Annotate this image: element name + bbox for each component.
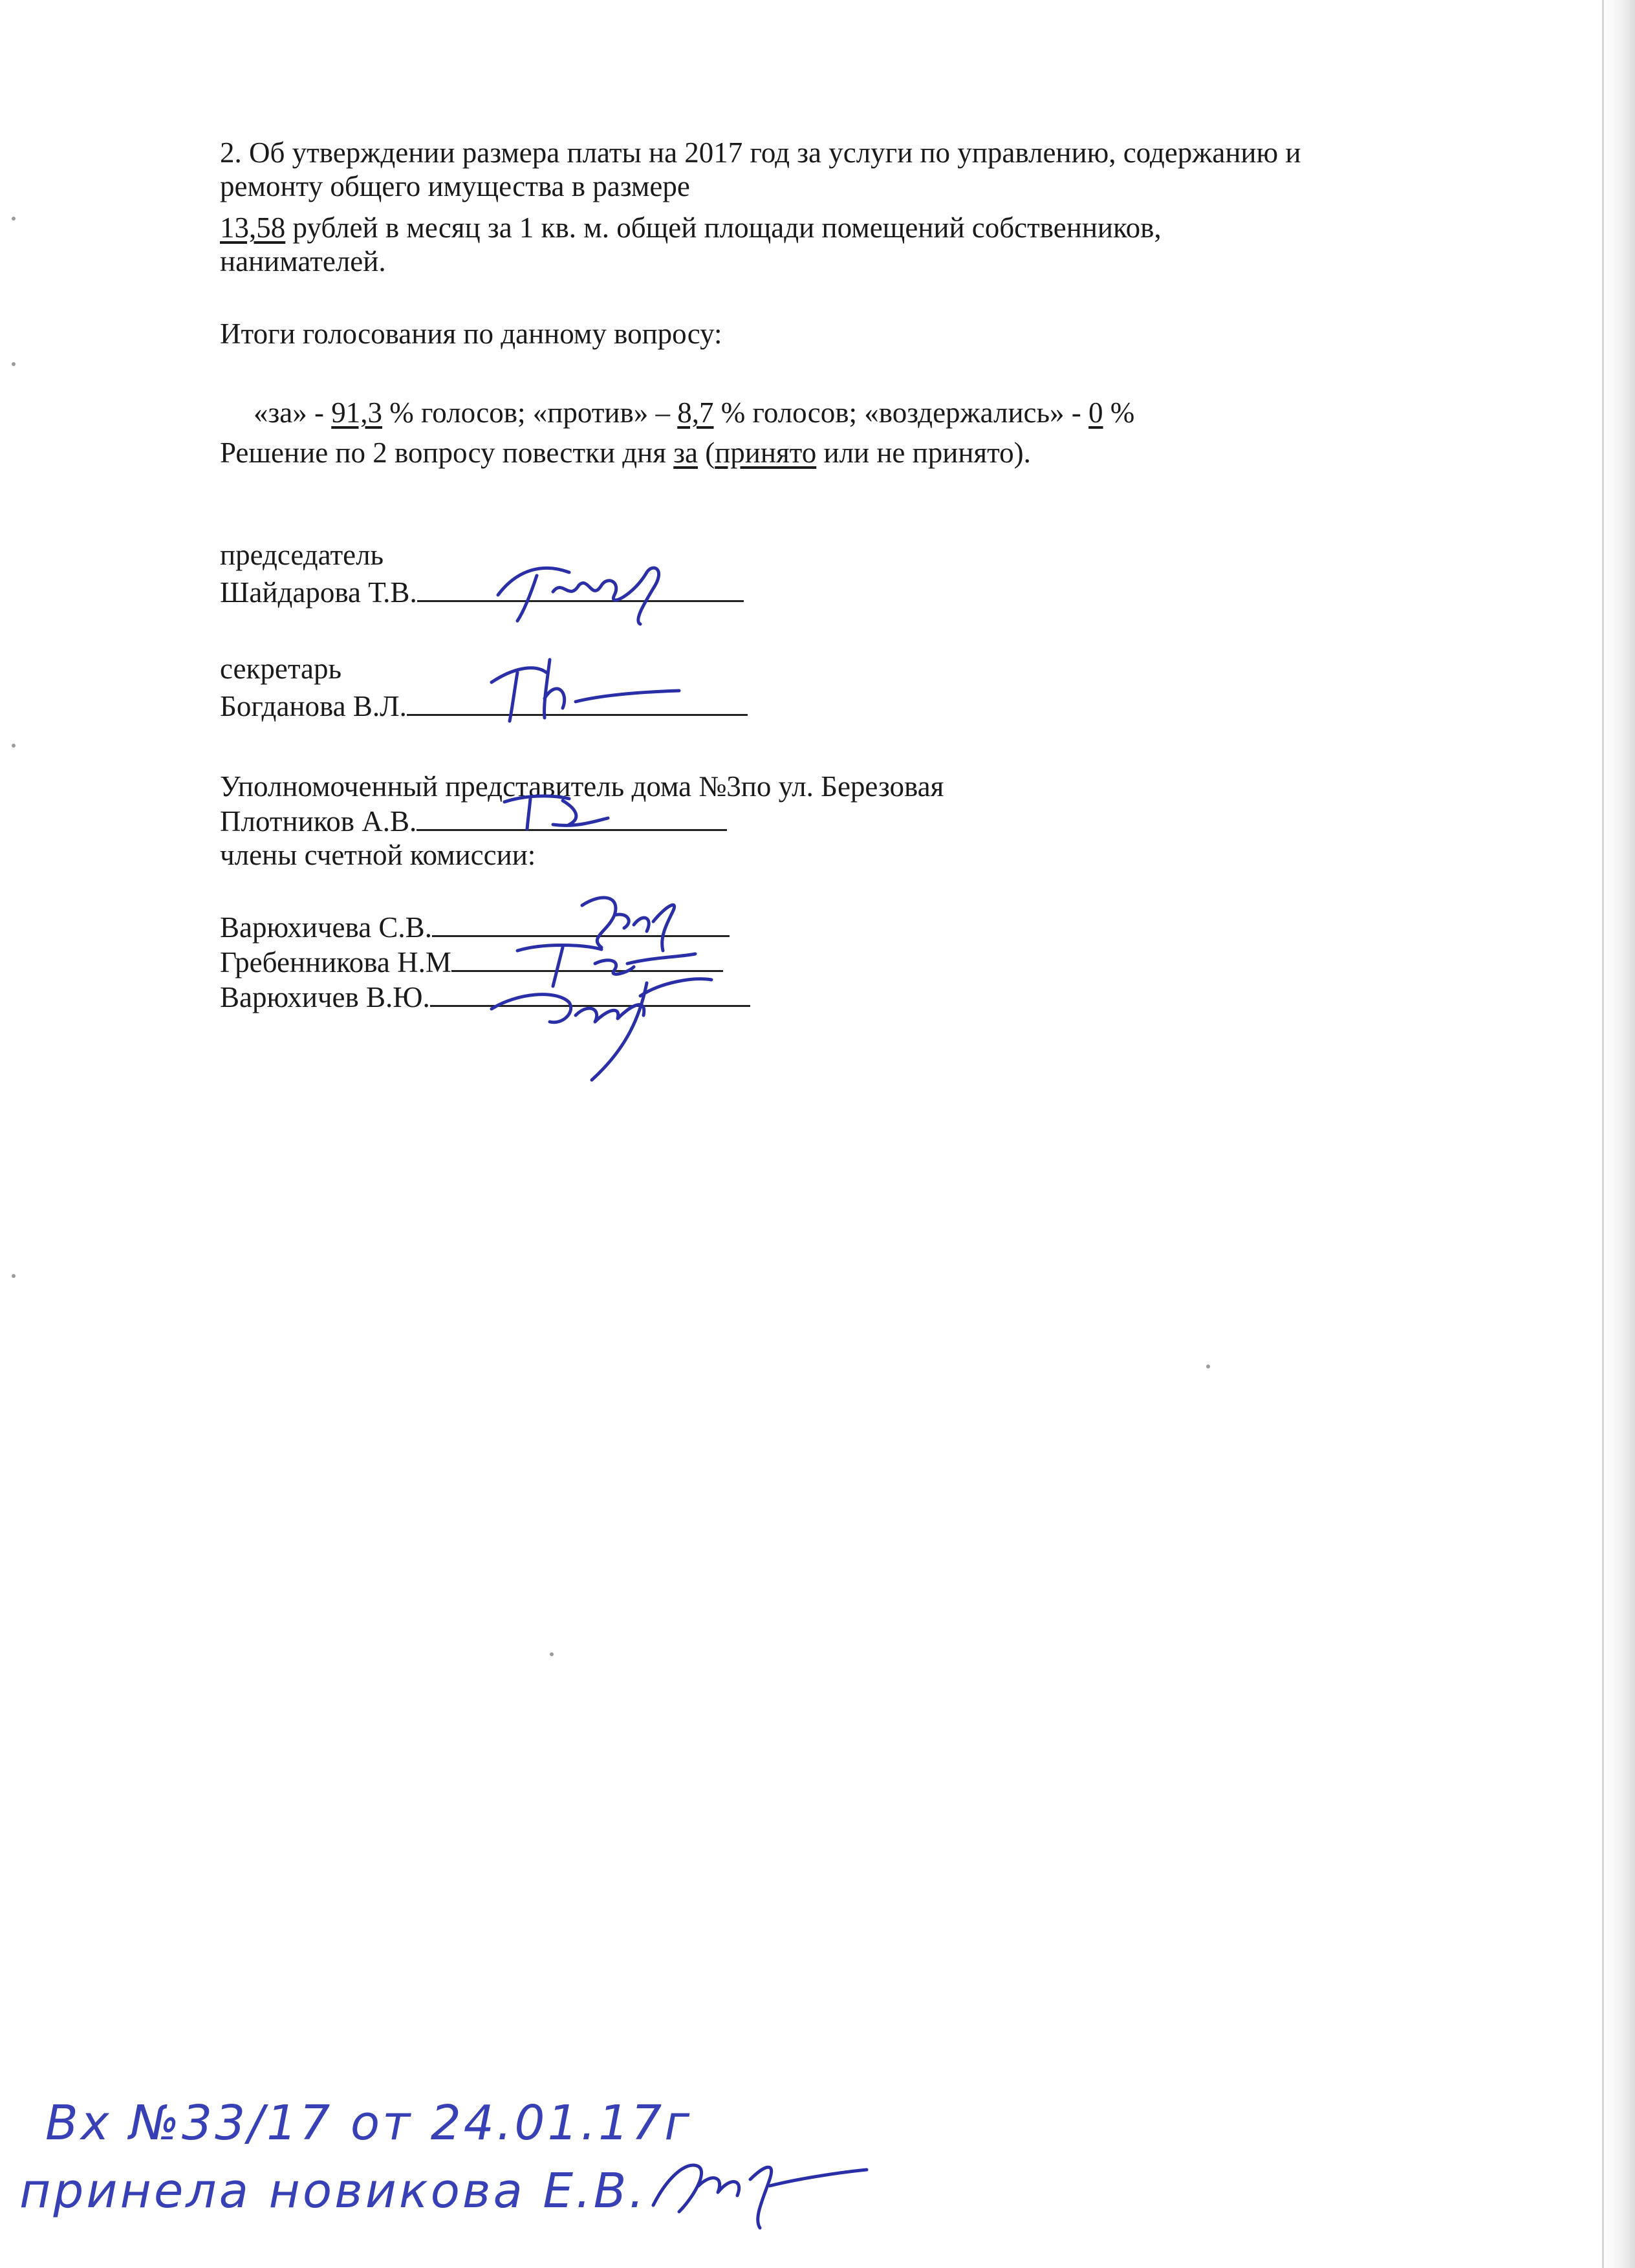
scan-speck bbox=[12, 744, 16, 748]
scan-speck bbox=[1206, 1365, 1210, 1368]
question-line-3 bbox=[220, 211, 1162, 244]
representative-signature bbox=[492, 789, 614, 834]
handwritten-registration: Вх №33/17 от 24.01.17г bbox=[45, 2095, 693, 2151]
against-value: 8,7 bbox=[677, 396, 714, 429]
secretary-role bbox=[220, 652, 341, 686]
member-name: Варюхичев В.Ю. bbox=[220, 981, 430, 1013]
chair-name: Шайдарова Т.В. bbox=[220, 576, 417, 609]
member-name: Варюхичева С.В. bbox=[220, 911, 432, 944]
representative-name-line bbox=[220, 803, 727, 838]
against-label: % голосов; «против» – bbox=[382, 396, 678, 429]
for-label: «за» - bbox=[254, 396, 332, 429]
question-text: нанимателей. bbox=[220, 245, 386, 277]
abstain-label: % голосов; «воздержались» - bbox=[713, 396, 1089, 429]
abstain-unit: % bbox=[1103, 396, 1135, 429]
commission-label bbox=[220, 838, 536, 872]
commission-label-text: члены счетной комиссии: bbox=[220, 839, 536, 871]
handwritten-received: принела новикова Е.В. bbox=[19, 2163, 647, 2219]
abstain-value: 0 bbox=[1088, 396, 1103, 429]
member-3-signature bbox=[479, 964, 718, 1086]
received-signature bbox=[640, 2141, 873, 2231]
decision-line bbox=[220, 436, 1031, 470]
results-header-text: Итоги голосования по данному вопросу: bbox=[220, 318, 722, 350]
vote-results-line bbox=[254, 396, 1134, 429]
scan-edge-line bbox=[1602, 0, 1604, 2268]
scan-speck bbox=[12, 217, 16, 221]
question-line-1 bbox=[220, 136, 1301, 169]
results-header bbox=[220, 317, 722, 351]
question-text: 2. Об утверждении размера платы на 2017 год за услуги по управлению, содержанию и bbox=[220, 136, 1301, 169]
scan-speck bbox=[12, 362, 16, 366]
secretary-name: Богданова В.Л. bbox=[220, 690, 407, 722]
representative-name: Плотников А.В. bbox=[220, 805, 417, 837]
decision-accepted: принято bbox=[715, 437, 817, 469]
secretary-signature bbox=[472, 653, 686, 731]
decision-open: ( bbox=[697, 437, 715, 469]
question-text: рублей в месяц за 1 кв. м. общей площади помещений собственников, bbox=[285, 211, 1162, 244]
secretary-role-text: секретарь bbox=[220, 653, 342, 685]
for-value: 91,3 bbox=[331, 396, 382, 429]
chair-role bbox=[220, 538, 384, 572]
chair-role-text: председатель bbox=[220, 539, 384, 571]
member-name: Гребенникова Н.М bbox=[220, 946, 451, 978]
decision-prefix: Решение по 2 вопросу повестки дня bbox=[220, 437, 674, 469]
scan-speck bbox=[12, 1274, 16, 1278]
fee-amount: 13,58 bbox=[220, 211, 286, 244]
question-line-4 bbox=[220, 244, 386, 278]
chair-signature bbox=[492, 556, 673, 627]
scan-page-edge bbox=[1603, 0, 1635, 2268]
question-text: ремонту общего имущества в размере bbox=[220, 170, 690, 202]
scan-speck bbox=[550, 1652, 554, 1656]
decision-value: за bbox=[673, 437, 698, 469]
question-line-2 bbox=[220, 169, 690, 203]
representative-role-text: Уполномоченный представитель дома №3по ул. Березовая bbox=[220, 770, 944, 803]
decision-suffix: или не принято). bbox=[816, 437, 1031, 469]
